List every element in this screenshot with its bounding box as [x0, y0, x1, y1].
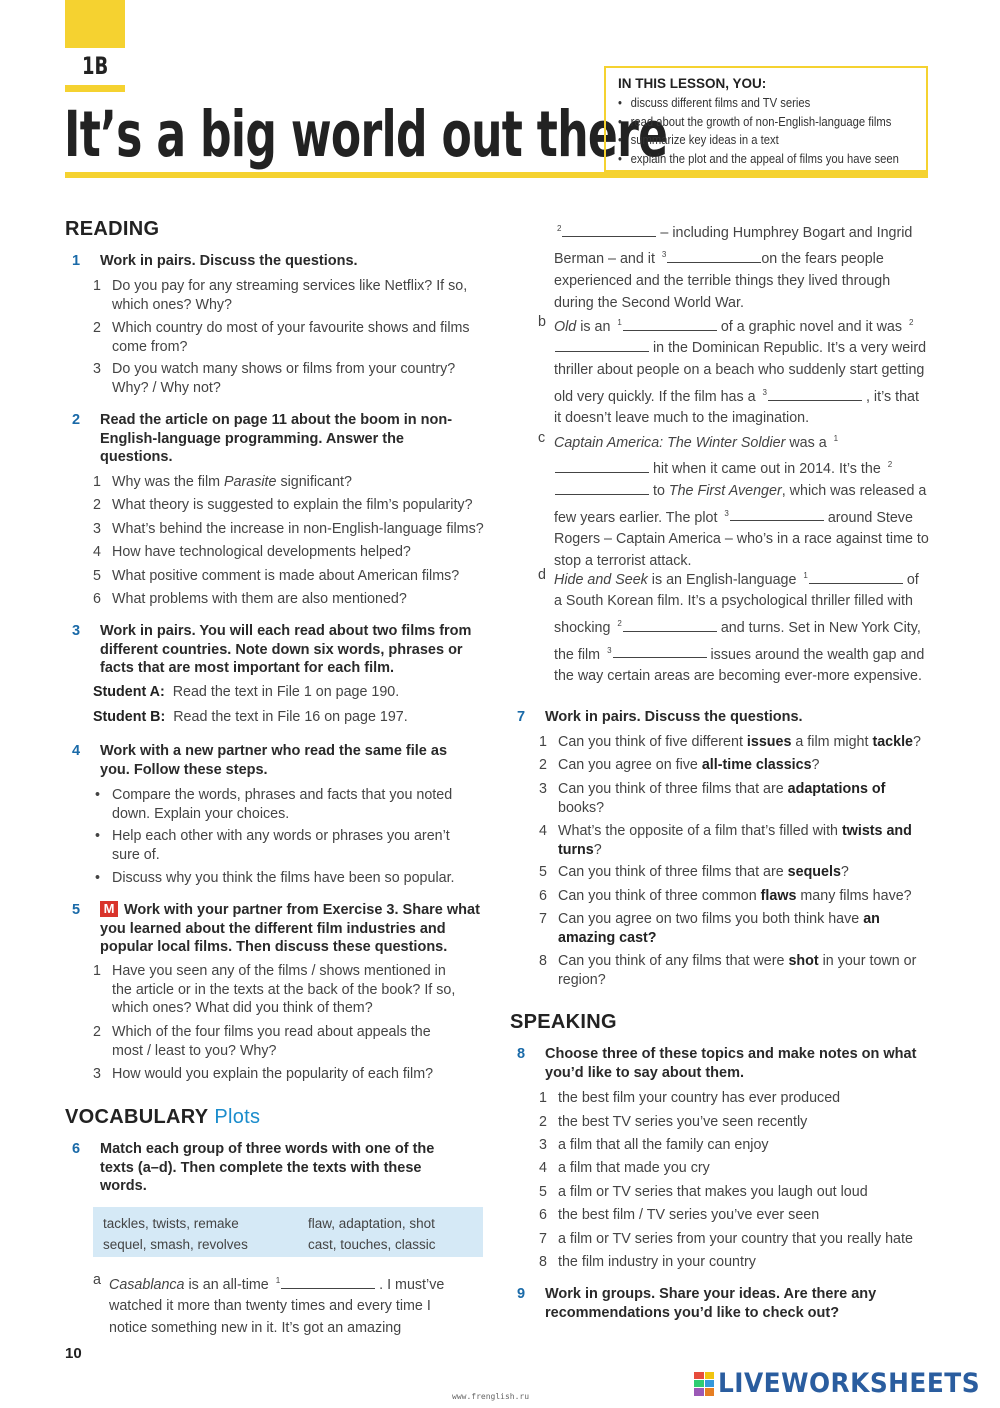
- topic-item: 5 a film or TV series that makes you laugh out loud: [539, 1184, 868, 1200]
- lesson-objective: • explain the plot and the appeal of films you have seen: [618, 150, 886, 169]
- exercise-number: 6: [72, 1141, 81, 1157]
- text-a-continued: $^2$ – including Humphrey Bogart and Ingrid Berman – and it $^3$ on the fears people experienced and the terrible things they lived through during the Second World War.: [554, 224, 913, 311]
- student-b-instruction: Student B: Read the text in File 16 on page 197.: [93, 709, 408, 725]
- question-item: 3 Do you watch many shows or films from your country? Why? / Why not?: [93, 361, 456, 396]
- word-box: [93, 1207, 483, 1257]
- liveworksheets-logo[interactable]: [694, 1368, 1000, 1399]
- question-item: 2 Which of the four films you read about appeals the most / least to you? Why?: [93, 1024, 431, 1059]
- question-item: 3 Can you think of three films that are adaptations of books?: [539, 781, 886, 816]
- page-title: It’s a big world out there: [64, 98, 668, 171]
- exercise-number: 2: [72, 412, 81, 428]
- blank-c3[interactable]: [730, 507, 824, 521]
- topic-item: 4 a film that made you cry: [539, 1160, 710, 1176]
- footer-url: www.frenglish.ru: [452, 1392, 530, 1401]
- exercise-9-instruction: 9 Work in groups. Share your ideas. Are there any recommendations you’d like to check out?: [517, 1286, 877, 1321]
- question-item: 1 Can you think of five different issues a film might tackle?: [539, 734, 921, 750]
- question-item: 1 Why was the film Parasite significant?: [93, 474, 352, 490]
- blank-a1[interactable]: [281, 1275, 375, 1289]
- exercise-2-instruction: 2 Read the article on page 11 about the boom in non-English-language programming. Answer the questions.: [72, 412, 453, 465]
- exercise-1-instruction: 1 Work in pairs. Discuss the questions.: [72, 253, 358, 269]
- blank-b3[interactable]: [768, 387, 862, 401]
- text-a: a Casablanca is an all-time $^1$ . I must’ve watched it more than twenty times and every time I notice something new in it. It’s got an amazing: [93, 1272, 445, 1337]
- text-b: b Old is an $^1$ of a graphic novel and it was $^2$ in the Dominican Republic. It’s a very weird thriller about people on a beach who suddenly start getting old very quickly. If the film has a $^3$ , it’s that it doesn’t leave much to the imagination.: [538, 314, 927, 427]
- exercise-number: 4: [72, 743, 81, 759]
- exercise-4-instruction: 4 Work with a new partner who read the same file as you. Follow these steps.: [72, 743, 448, 778]
- lesson-code-underline: [65, 85, 125, 92]
- word-group: cast, touches, classic: [308, 1237, 436, 1252]
- liveworksheets-icon: [694, 1372, 714, 1396]
- step-bullet: • Help each other with any words or phrases you aren’t sure of.: [93, 827, 473, 864]
- question-item: 2 Can you agree on five all-time classics?: [539, 757, 820, 773]
- topic-item: 8 the film industry in your country: [539, 1254, 756, 1270]
- blank-b1[interactable]: [623, 317, 717, 331]
- header-accent-block: [65, 0, 125, 48]
- lesson-objectives-heading: IN THIS LESSON, YOU:: [618, 76, 767, 91]
- lesson-objective: • discuss different films and TV series: [618, 94, 886, 113]
- exercise-5-instruction: 5 M Work with your partner from Exercise 3. Share what you learned about the different film industries and popular local films. Then discuss these questions.: [72, 901, 480, 955]
- exercise-number: 5: [72, 902, 81, 918]
- question-item: 6 What problems with them are also mentioned?: [93, 591, 407, 607]
- exercise-number: 7: [517, 709, 526, 725]
- blank-b2[interactable]: [555, 338, 649, 352]
- topic-item: 6 the best film / TV series you’ve ever seen: [539, 1207, 820, 1223]
- exercise-8-instruction: 8 Choose three of these topics and make notes on what you’d like to say about them.: [517, 1046, 917, 1081]
- blank-c1[interactable]: [555, 459, 649, 473]
- word-group: flaw, adaptation, shot: [308, 1216, 435, 1231]
- blank-a2[interactable]: [562, 223, 656, 237]
- mediation-badge: M: [100, 901, 118, 917]
- blank-d2[interactable]: [623, 618, 717, 632]
- word-group: sequel, smash, revolves: [103, 1237, 248, 1252]
- liveworksheets-wordmark: LIVEWORKSHEETS: [718, 1368, 981, 1399]
- question-item: 2 What theory is suggested to explain the film’s popularity?: [93, 497, 473, 513]
- word-group: tackles, twists, remake: [103, 1216, 239, 1231]
- speaking-heading: SPEAKING: [510, 1011, 617, 1033]
- page-number: 10: [65, 1345, 82, 1362]
- question-item: 2 Which country do most of your favourite shows and films come from?: [93, 320, 470, 355]
- question-item: 5 What positive comment is made about American films?: [93, 568, 460, 584]
- question-item: 8 Can you think of any films that were shot in your town or region?: [539, 953, 917, 988]
- question-item: 3 How would you explain the popularity of each film?: [93, 1066, 434, 1082]
- exercise-3-instruction: 3 Work in pairs. You will each read about two films from different countries. Note down six words, phrases or facts that are most important for each film.: [72, 623, 472, 676]
- exercise-number: 3: [72, 623, 81, 639]
- lesson-objective: • summarize key ideas in a text: [618, 131, 886, 150]
- topic-item: 1 the best film your country has ever produced: [539, 1090, 841, 1106]
- lesson-objectives-list: [618, 94, 916, 168]
- reading-heading: READING: [65, 218, 160, 240]
- vocabulary-subheading: Plots: [214, 1106, 261, 1128]
- blank-a3[interactable]: [667, 249, 761, 263]
- question-item: 6 Can you think of three common flaws many films have?: [539, 888, 912, 904]
- topic-item: 3 a film that all the family can enjoy: [539, 1137, 769, 1153]
- question-item: 5 Can you think of three films that are sequels?: [539, 864, 849, 880]
- question-item: 1 Do you pay for any streaming services like Netflix? If so, which ones? Why?: [93, 278, 468, 313]
- exercise-7-instruction: 7 Work in pairs. Discuss the questions.: [517, 709, 803, 725]
- text-d: d Hide and Seek is an English-language $^1$ of a South Korean film. It’s a psychological thriller filled with shocking $^2$ and turns. Set in New York City, the film $^3$ issues around the wealth gap and the way certain areas are becoming ever-more expensive.: [538, 567, 925, 685]
- exercise-6-instruction: 6 Match each group of three words with one of the texts (a–d). Then complete the texts with these words.: [72, 1141, 435, 1194]
- student-a-instruction: Student A: Read the text in File 1 on page 190.: [93, 684, 400, 700]
- lesson-objectives-box: [604, 66, 928, 172]
- topic-item: 7 a film or TV series from your country that you really hate: [539, 1231, 913, 1247]
- vocabulary-heading: VOCABULARY Plots: [65, 1106, 261, 1128]
- title-rule: [65, 172, 928, 178]
- step-bullet: • Discuss why you think the films have been so popular.: [93, 869, 483, 888]
- blank-c2[interactable]: [555, 481, 649, 495]
- question-item: 1 Have you seen any of the films / shows mentioned in the article or in the texts at the back of the book? If so, which ones? What did you think of them?: [93, 963, 456, 1017]
- exercise-number: 9: [517, 1286, 526, 1302]
- question-item: 4 How have technological developments helped?: [93, 544, 411, 560]
- question-item: 4 What’s the opposite of a film that’s filled with twists and turns?: [539, 823, 912, 858]
- question-item: 7 Can you agree on two films you both think have an amazing cast?: [539, 911, 880, 946]
- exercise-number: 1: [72, 253, 81, 269]
- exercise-number: 8: [517, 1046, 526, 1062]
- lesson-objective: • read about the growth of non-English-language films: [618, 113, 886, 132]
- text-c: c Captain America: The Winter Soldier was a $^1$ hit when it came out in 2014. It’s the $^2$ to The First Avenger, which was released a few years earlier. The plot $^3$ around Steve Rogers – Captain America – who’s in a race against time to stop a terrorist attack.: [538, 430, 929, 569]
- blank-d3[interactable]: [613, 644, 707, 658]
- lesson-code: 1B: [82, 52, 109, 80]
- question-item: 3 What’s behind the increase in non-English-language films?: [93, 521, 484, 537]
- step-bullet: • Compare the words, phrases and facts that you noted down. Explain your choices.: [93, 786, 473, 823]
- blank-d1[interactable]: [809, 570, 903, 584]
- topic-item: 2 the best TV series you’ve seen recently: [539, 1114, 808, 1130]
